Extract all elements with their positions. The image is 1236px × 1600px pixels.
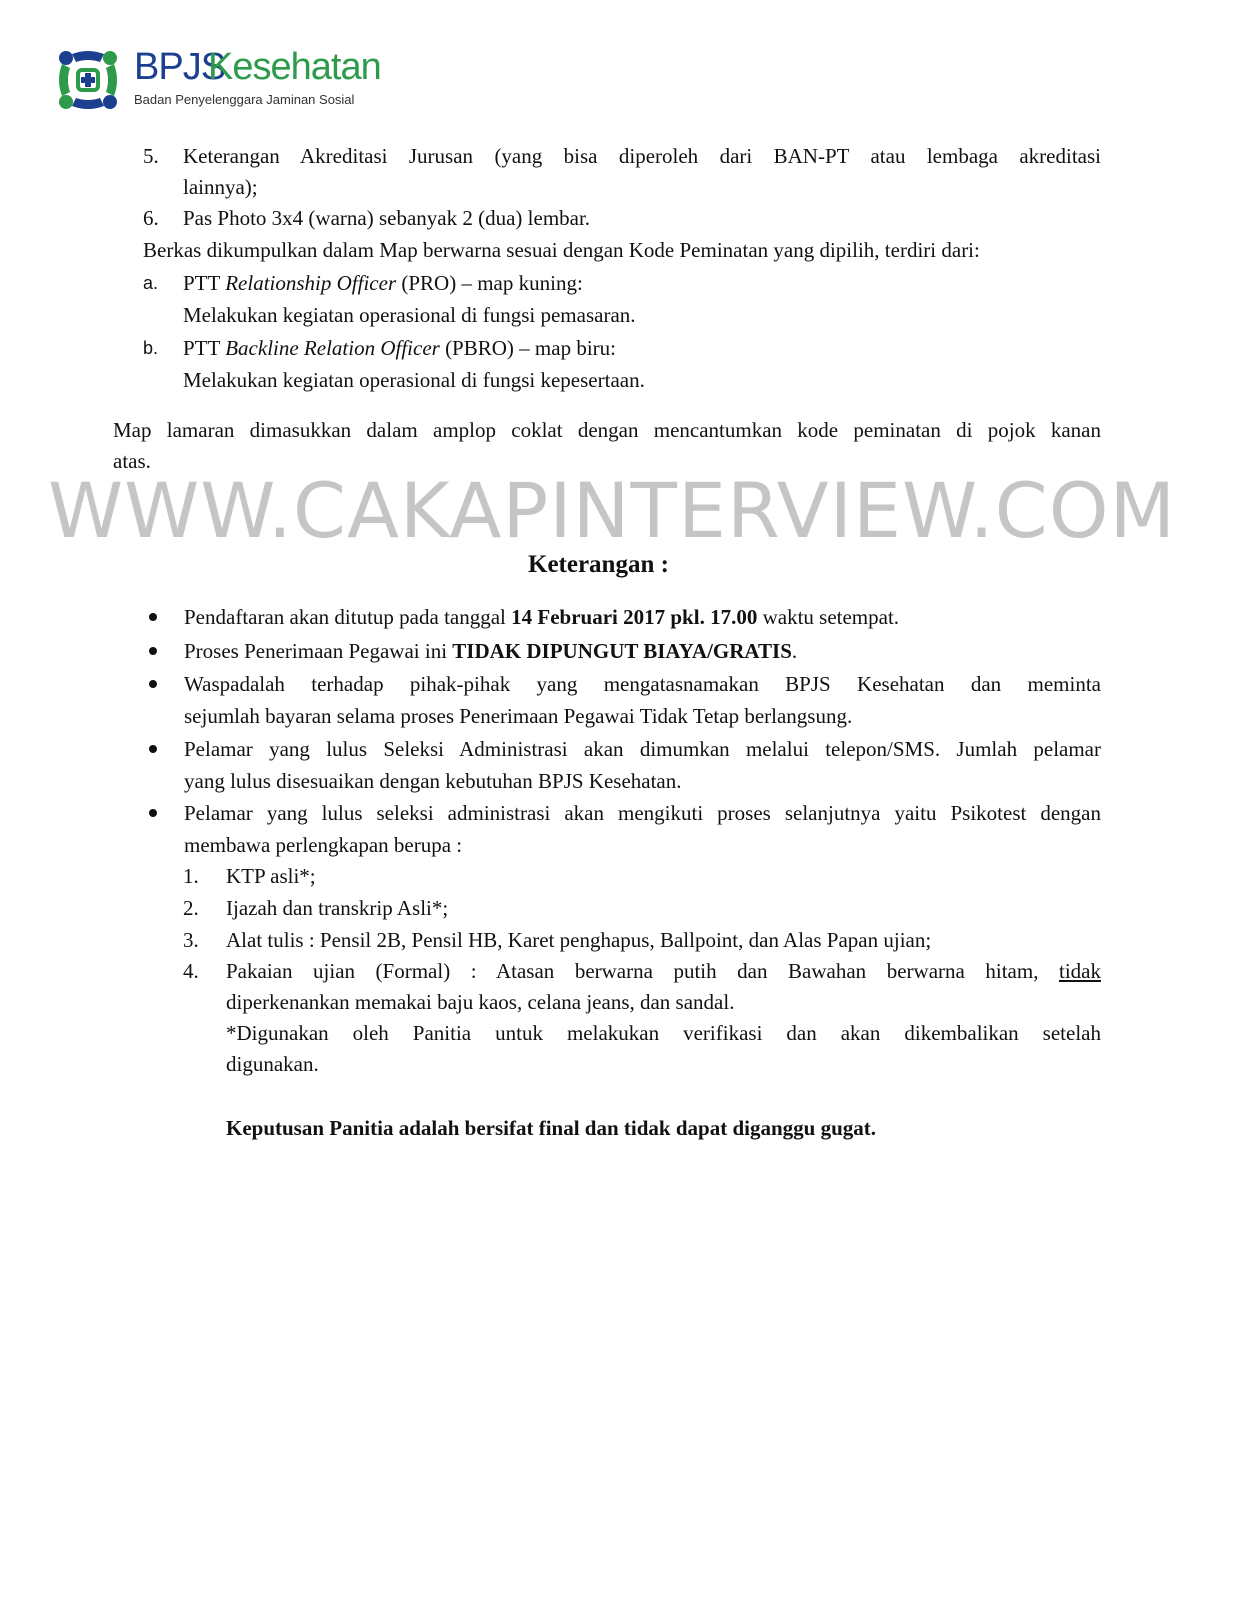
text: Proses Penerimaan Pegawai ini: [184, 639, 453, 663]
bullet-text: Pelamar yang lulus Seleksi Administrasi akan dimumkan melalui telepon/SMS. Jumlah pelamar: [184, 737, 1101, 761]
option-desc: Melakukan kegiatan operasional di fungsi kepesertaan.: [183, 368, 645, 392]
bullet-text: yang lulus disesuaikan dengan kebutuhan BPJS Kesehatan.: [184, 769, 682, 793]
text: .: [791, 639, 798, 663]
watermark: WWW.CAKAPINTERVIEW.COM: [48, 466, 1177, 555]
footnote: digunakan.: [226, 1052, 319, 1076]
bullet-text: sejumlah bayaran selama proses Penerimaan Pegawai Tidak Tetap berlangsung.: [184, 704, 853, 728]
option-role: Relationship Officer: [225, 271, 397, 295]
text: Pakaian ujian (Formal) : Atasan berwarna putih dan Bawahan berwarna hitam,: [226, 959, 1059, 983]
list-item-text: Pas Photo 3x4 (warna) sebanyak 2 (dua) lembar.: [183, 206, 591, 230]
option-suffix: (PBRO) – map biru:: [439, 336, 616, 360]
list-number: 3.: [183, 928, 199, 952]
list-item-text: lainnya);: [183, 175, 258, 199]
bpjs-logo: [56, 48, 396, 112]
list-number: 6.: [143, 206, 159, 230]
option-title: [183, 270, 583, 296]
bullet-icon: [149, 647, 157, 655]
option-title: [183, 335, 616, 361]
list-item-text: diperkenankan memakai baju kaos, celana jeans, dan sandal.: [226, 990, 735, 1014]
bullet-text: [184, 638, 797, 664]
option-desc: Melakukan kegiatan operasional di fungsi pemasaran.: [183, 303, 636, 327]
list-number: 4.: [183, 959, 199, 983]
logo-tagline: Badan Penyelenggara Jaminan Sosial: [134, 92, 355, 107]
bullet-icon: [149, 809, 157, 817]
option-letter: b.: [143, 338, 159, 358]
berkas-paragraph: Berkas dikumpulkan dalam Map berwarna sesuai dengan Kode Peminatan yang dipilih, terdiri dari:: [143, 238, 980, 262]
map-note: Map lamaran dimasukkan dalam amplop coklat dengan mencantumkan kode peminatan di pojok kanan: [113, 418, 1101, 442]
option-prefix: PTT: [183, 336, 226, 360]
option-suffix: (PRO) – map kuning:: [396, 271, 583, 295]
text: Pendaftaran akan ditutup pada tanggal: [184, 605, 512, 629]
underlined-word: tidak: [1059, 959, 1101, 983]
list-item-text: [226, 958, 1101, 984]
logo-brand-primary: BPJS: [134, 46, 226, 88]
bullet-icon: [149, 680, 157, 688]
list-number: 5.: [143, 144, 159, 168]
option-role: Backline Relation Officer: [225, 336, 440, 360]
bullet-text: membawa perlengkapan berupa :: [184, 833, 463, 857]
map-note: atas.: [113, 449, 151, 473]
final-statement: Keputusan Panitia adalah bersifat final dan tidak dapat diganggu gugat.: [226, 1116, 876, 1140]
free-notice: TIDAK DIPUNGUT BIAYA/GRATIS: [452, 639, 792, 663]
option-letter: a.: [143, 273, 159, 293]
footnote: *Digunakan oleh Panitia untuk melakukan verifikasi dan akan dikembalikan setelah: [226, 1021, 1101, 1045]
bullet-icon: [149, 613, 157, 621]
text: waktu setempat.: [757, 605, 900, 629]
list-item-text: KTP asli*;: [226, 864, 316, 888]
logo-brand-secondary: Kesehatan: [208, 46, 381, 88]
bullet-text: Waspadalah terhadap pihak-pihak yang mengatasnamakan BPJS Kesehatan dan meminta: [184, 672, 1101, 696]
option-prefix: PTT: [183, 271, 226, 295]
deadline: 14 Februari 2017 pkl. 17.00: [511, 605, 758, 629]
list-item-text: Ijazah dan transkrip Asli*;: [226, 896, 449, 920]
section-heading: Keterangan :: [528, 551, 669, 578]
bpjs-emblem-icon: [56, 48, 120, 112]
list-number: 1.: [183, 864, 199, 888]
list-number: 2.: [183, 896, 199, 920]
bullet-text: Pelamar yang lulus seleksi administrasi akan mengikuti proses selanjutnya yaitu Psikotest dengan: [184, 801, 1101, 825]
list-item-text: Alat tulis : Pensil 2B, Pensil HB, Karet penghapus, Ballpoint, dan Alas Papan ujian;: [226, 928, 932, 952]
list-item-text: Keterangan Akreditasi Jurusan (yang bisa diperoleh dari BAN-PT atau lembaga akreditasi: [183, 144, 1101, 168]
bullet-icon: [149, 745, 157, 753]
bullet-text: [184, 604, 899, 630]
